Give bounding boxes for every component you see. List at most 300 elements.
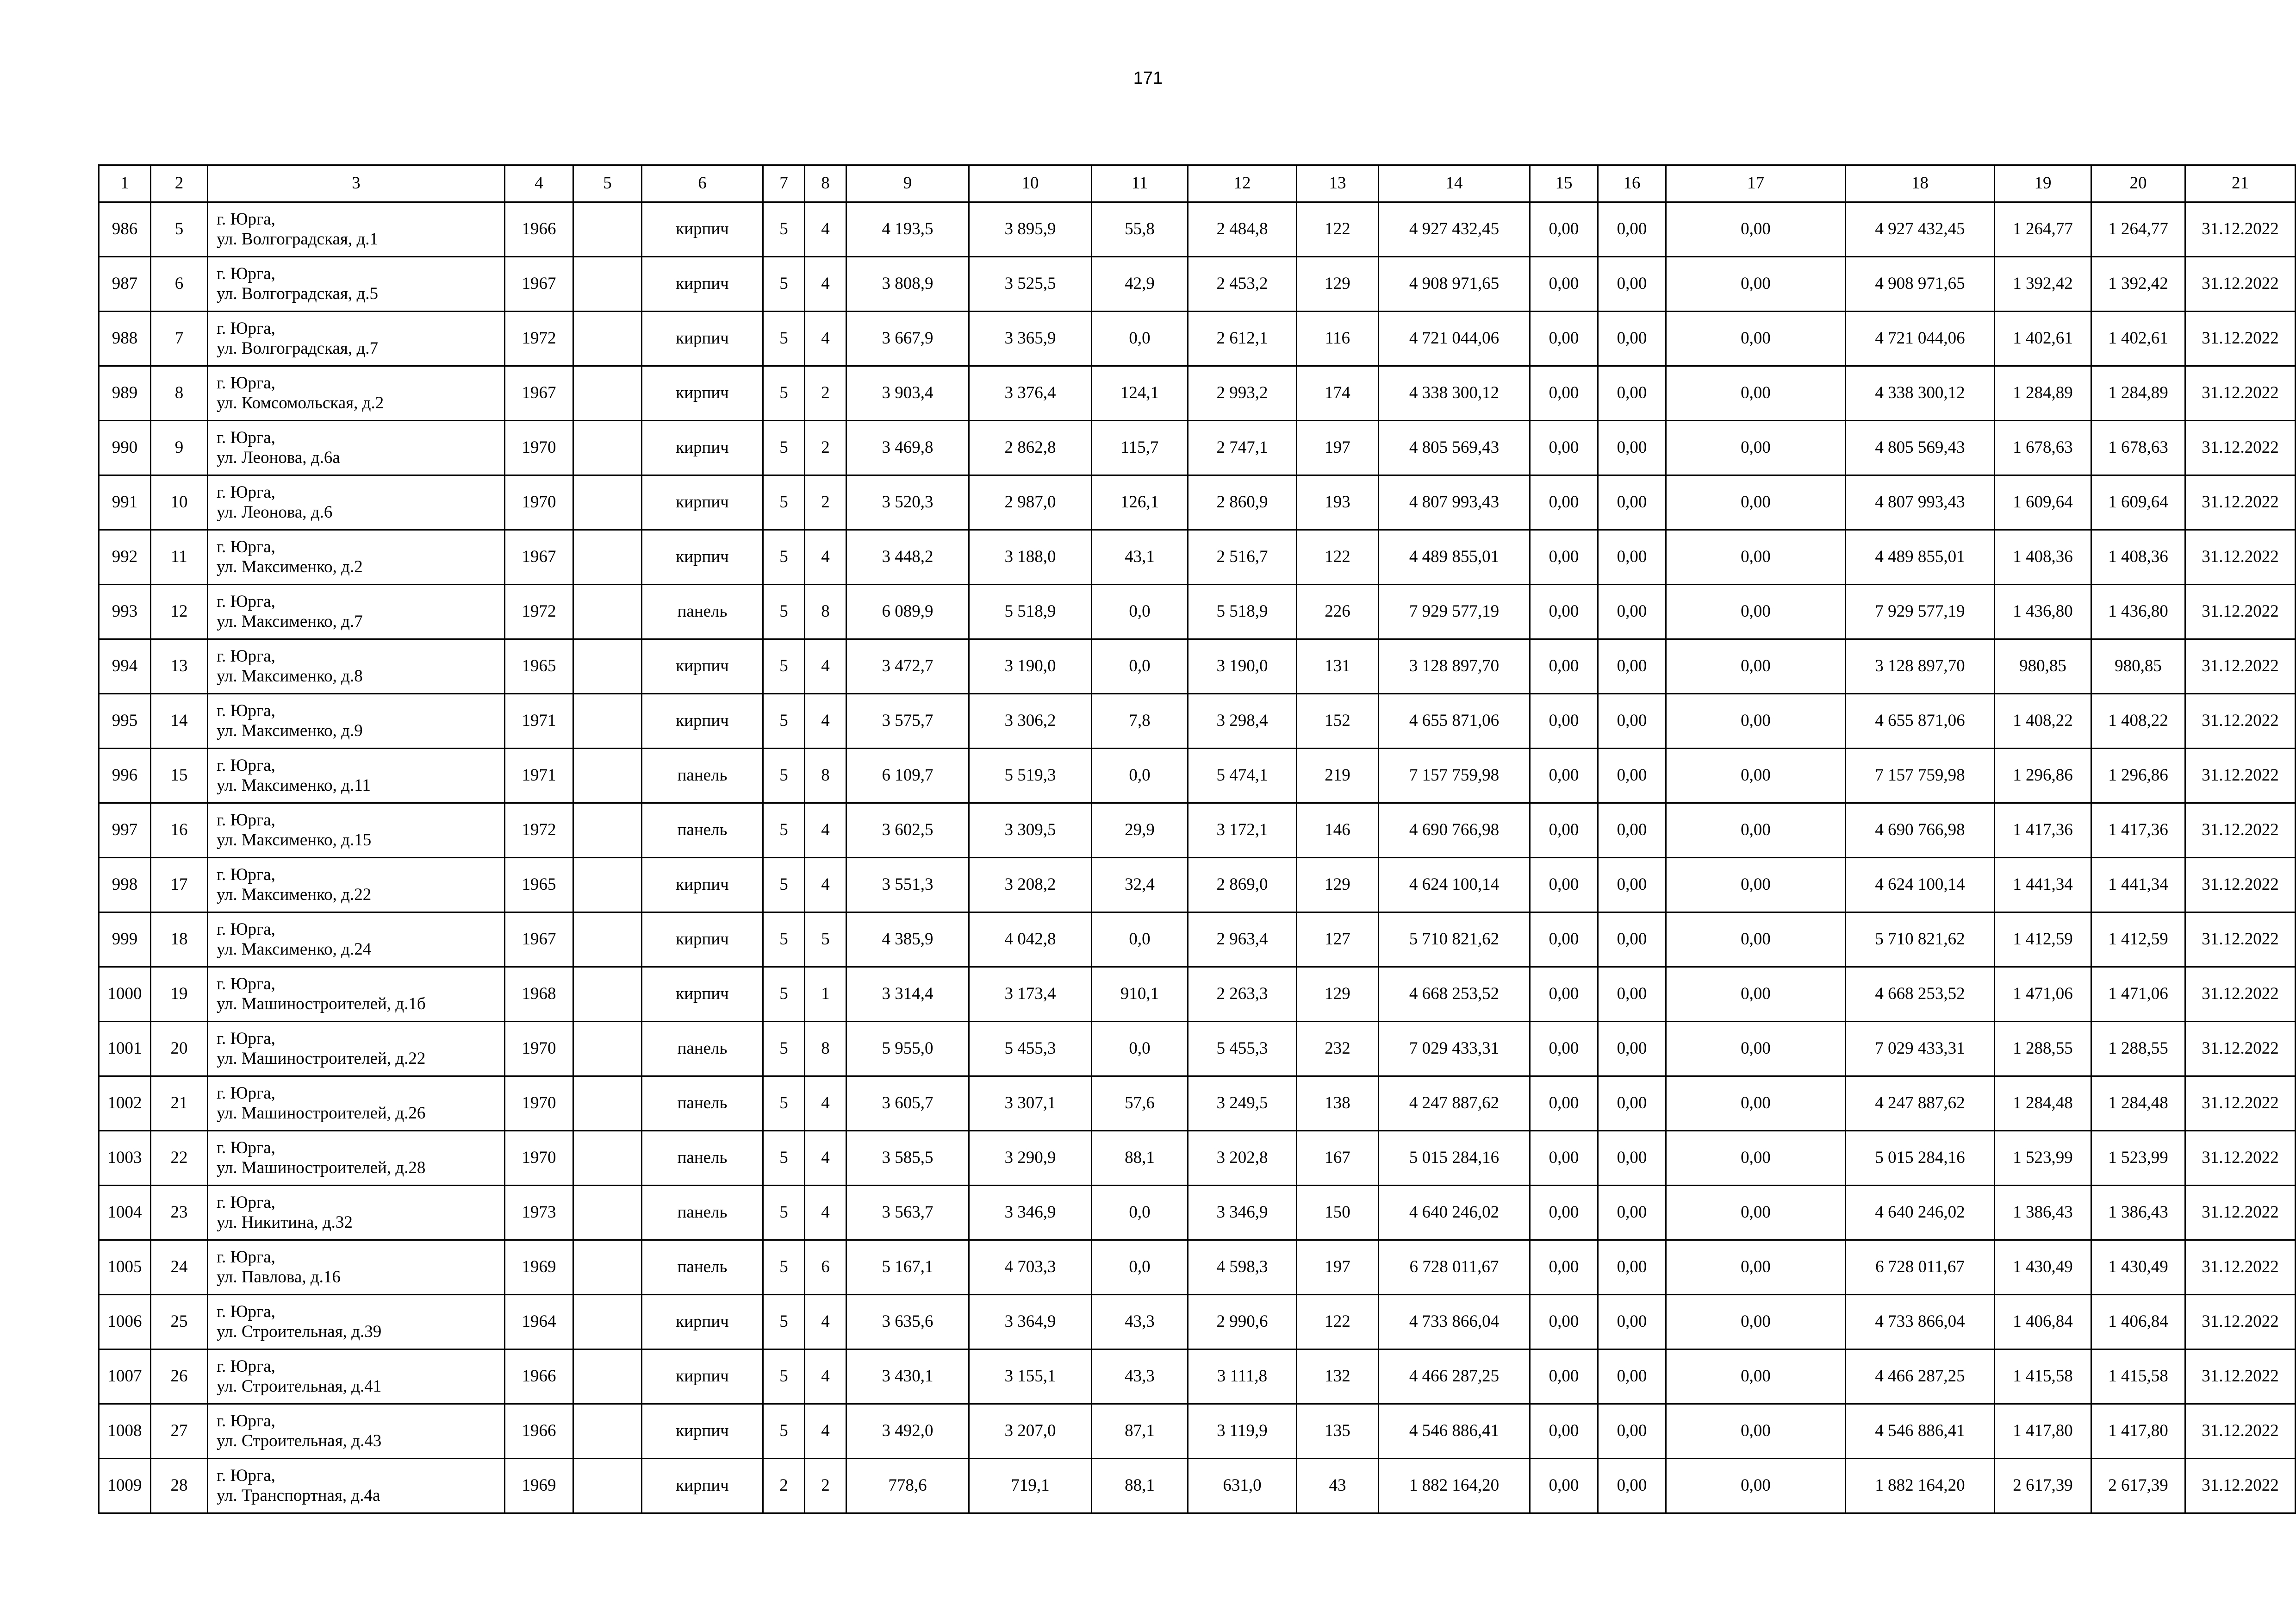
address-street: ул. Максименко, д.22 [217, 885, 372, 904]
cell-cost-owners-funds: 4 908 971,65 [1846, 257, 1995, 312]
column-header: 19 [1995, 165, 2091, 202]
cell-max-cost: 1 288,55 [2091, 1022, 2185, 1076]
cell-total-cost: 4 466 287,25 [1379, 1349, 1530, 1404]
cell-total-area: 4 385,9 [846, 912, 969, 967]
cell-common-area: 3 190,0 [1188, 639, 1297, 694]
address-street: ул. Никитина, д.32 [217, 1212, 353, 1232]
cell-cost-owners-funds: 4 721 044,06 [1846, 312, 1995, 366]
cell-col-16: 0,00 [1598, 530, 1666, 585]
cell-completion-date: 31.12.2022 [2185, 366, 2296, 421]
cell-year-built: 1970 [505, 421, 573, 475]
cell-specific-cost: 1 678,63 [1995, 421, 2091, 475]
cell-residential-area: 3 188,0 [969, 530, 1092, 585]
cell-total-cost: 4 927 432,45 [1379, 202, 1530, 257]
cell-total-area: 3 635,6 [846, 1295, 969, 1349]
cell-col-15: 0,00 [1530, 803, 1598, 858]
address-street: ул. Максименко, д.11 [217, 775, 371, 795]
table-row [99, 1295, 2296, 1349]
cell-col-5 [573, 803, 642, 858]
cell-address [208, 1076, 505, 1131]
cell-col-16: 0,00 [1598, 585, 1666, 639]
cell-max-cost: 1 406,84 [2091, 1295, 2185, 1349]
cell-total-cost: 4 807 993,43 [1379, 475, 1530, 530]
cell-col-5 [573, 749, 642, 803]
cell-item-number: 16 [151, 803, 208, 858]
cell-col-16: 0,00 [1598, 749, 1666, 803]
cell-specific-cost: 1 392,42 [1995, 257, 2091, 312]
cell-total-cost: 4 733 866,04 [1379, 1295, 1530, 1349]
cell-cost-owners-funds: 4 247 887,62 [1846, 1076, 1995, 1131]
cell-floors: 5 [763, 858, 805, 912]
cell-max-cost: 1 430,49 [2091, 1240, 2185, 1295]
cell-total-cost: 7 029 433,31 [1379, 1022, 1530, 1076]
column-header: 6 [642, 165, 763, 202]
cell-residents: 193 [1297, 475, 1379, 530]
cell-total-cost: 4 805 569,43 [1379, 421, 1530, 475]
cell-residential-area: 3 190,0 [969, 639, 1092, 694]
address-city: г. Юрга, [217, 428, 275, 447]
cell-specific-cost: 1 386,43 [1995, 1186, 2091, 1240]
address-city: г. Юрга, [217, 592, 275, 611]
cell-floors: 5 [763, 475, 805, 530]
cell-total-area: 3 448,2 [846, 530, 969, 585]
address-city: г. Юрга, [217, 1029, 275, 1048]
cell-wall-material: панель [642, 749, 763, 803]
cell-col-15: 0,00 [1530, 421, 1598, 475]
cell-common-area: 3 249,5 [1188, 1076, 1297, 1131]
cell-year-built: 1968 [505, 967, 573, 1022]
cell-row-number: 991 [99, 475, 151, 530]
cell-cost-owners-funds: 6 728 011,67 [1846, 1240, 1995, 1295]
cell-specific-cost: 1 296,86 [1995, 749, 2091, 803]
address-street: ул. Максименко, д.9 [217, 721, 363, 740]
cell-year-built: 1967 [505, 257, 573, 312]
cell-cost-owners-funds: 5 015 284,16 [1846, 1131, 1995, 1186]
cell-col-15: 0,00 [1530, 1240, 1598, 1295]
cell-total-area: 4 193,5 [846, 202, 969, 257]
cell-residential-area: 5 455,3 [969, 1022, 1092, 1076]
cell-col-17: 0,00 [1666, 475, 1846, 530]
page-number: 171 [1133, 69, 1163, 88]
cell-year-built: 1966 [505, 1404, 573, 1459]
cell-floors: 5 [763, 1295, 805, 1349]
cell-col-15: 0,00 [1530, 694, 1598, 749]
cell-wall-material: панель [642, 803, 763, 858]
column-header: 15 [1530, 165, 1598, 202]
cell-completion-date: 31.12.2022 [2185, 1076, 2296, 1131]
cell-wall-material: кирпич [642, 639, 763, 694]
cell-col-15: 0,00 [1530, 1404, 1598, 1459]
table-row [99, 694, 2296, 749]
address-city: г. Юрга, [217, 1411, 275, 1430]
cell-residents: 122 [1297, 202, 1379, 257]
cell-col-16: 0,00 [1598, 312, 1666, 366]
cell-year-built: 1970 [505, 1022, 573, 1076]
cell-common-area: 2 612,1 [1188, 312, 1297, 366]
table-row [99, 967, 2296, 1022]
cell-col-17: 0,00 [1666, 967, 1846, 1022]
cell-floors: 5 [763, 1076, 805, 1131]
cell-row-number: 999 [99, 912, 151, 967]
cell-non-residential-area: 0,0 [1092, 1240, 1188, 1295]
cell-residential-area: 3 207,0 [969, 1404, 1092, 1459]
column-header: 4 [505, 165, 573, 202]
cell-col-16: 0,00 [1598, 1459, 1666, 1513]
cell-row-number: 1001 [99, 1022, 151, 1076]
cell-address [208, 803, 505, 858]
cell-wall-material: кирпич [642, 421, 763, 475]
cell-floors: 5 [763, 1186, 805, 1240]
cell-entrances: 4 [805, 694, 846, 749]
address-street: ул. Машиностроителей, д.26 [217, 1103, 426, 1123]
cell-specific-cost: 1 417,80 [1995, 1404, 2091, 1459]
cell-col-15: 0,00 [1530, 639, 1598, 694]
cell-col-15: 0,00 [1530, 749, 1598, 803]
cell-wall-material: кирпич [642, 257, 763, 312]
table-row [99, 803, 2296, 858]
cell-entrances: 4 [805, 530, 846, 585]
cell-residents: 132 [1297, 1349, 1379, 1404]
cell-total-area: 3 563,7 [846, 1186, 969, 1240]
cell-col-15: 0,00 [1530, 257, 1598, 312]
cell-residential-area: 4 703,3 [969, 1240, 1092, 1295]
cell-item-number: 12 [151, 585, 208, 639]
cell-year-built: 1973 [505, 1186, 573, 1240]
cell-floors: 5 [763, 1349, 805, 1404]
cell-specific-cost: 1 523,99 [1995, 1131, 2091, 1186]
cell-col-16: 0,00 [1598, 1022, 1666, 1076]
cell-total-cost: 4 721 044,06 [1379, 312, 1530, 366]
cell-col-5 [573, 1186, 642, 1240]
cell-wall-material: кирпич [642, 202, 763, 257]
cell-residents: 226 [1297, 585, 1379, 639]
cell-total-area: 3 551,3 [846, 858, 969, 912]
cell-residential-area: 3 173,4 [969, 967, 1092, 1022]
cell-year-built: 1972 [505, 585, 573, 639]
cell-non-residential-area: 0,0 [1092, 312, 1188, 366]
cell-col-15: 0,00 [1530, 585, 1598, 639]
cell-residents: 122 [1297, 1295, 1379, 1349]
cell-col-16: 0,00 [1598, 858, 1666, 912]
cell-common-area: 631,0 [1188, 1459, 1297, 1513]
cell-address [208, 749, 505, 803]
cell-entrances: 4 [805, 858, 846, 912]
column-header: 14 [1379, 165, 1530, 202]
cell-floors: 5 [763, 694, 805, 749]
cell-non-residential-area: 126,1 [1092, 475, 1188, 530]
cell-col-16: 0,00 [1598, 1240, 1666, 1295]
cell-col-5 [573, 530, 642, 585]
cell-entrances: 4 [805, 1076, 846, 1131]
cell-cost-owners-funds: 3 128 897,70 [1846, 639, 1995, 694]
cell-cost-owners-funds: 7 929 577,19 [1846, 585, 1995, 639]
cell-residential-area: 2 987,0 [969, 475, 1092, 530]
cell-floors: 5 [763, 1022, 805, 1076]
cell-total-area: 3 492,0 [846, 1404, 969, 1459]
table-row [99, 1022, 2296, 1076]
cell-floors: 5 [763, 1240, 805, 1295]
cell-specific-cost: 1 436,80 [1995, 585, 2091, 639]
cell-col-17: 0,00 [1666, 858, 1846, 912]
address-city: г. Юрга, [217, 537, 275, 556]
cell-non-residential-area: 43,1 [1092, 530, 1188, 585]
cell-col-16: 0,00 [1598, 1186, 1666, 1240]
cell-total-cost: 7 157 759,98 [1379, 749, 1530, 803]
table-row [99, 1131, 2296, 1186]
cell-col-17: 0,00 [1666, 912, 1846, 967]
cell-address [208, 585, 505, 639]
cell-residents: 197 [1297, 421, 1379, 475]
cell-year-built: 1969 [505, 1459, 573, 1513]
cell-row-number: 987 [99, 257, 151, 312]
cell-common-area: 3 202,8 [1188, 1131, 1297, 1186]
cell-wall-material: кирпич [642, 1295, 763, 1349]
cell-completion-date: 31.12.2022 [2185, 202, 2296, 257]
cell-item-number: 28 [151, 1459, 208, 1513]
cell-residential-area: 3 309,5 [969, 803, 1092, 858]
address-street: ул. Машиностроителей, д.1б [217, 994, 426, 1013]
cell-completion-date: 31.12.2022 [2185, 421, 2296, 475]
column-header: 2 [151, 165, 208, 202]
cell-col-5 [573, 1459, 642, 1513]
address-street: ул. Строительная, д.39 [217, 1322, 382, 1341]
address-street: ул. Машиностроителей, д.22 [217, 1049, 426, 1068]
cell-common-area: 5 518,9 [1188, 585, 1297, 639]
cell-max-cost: 1 386,43 [2091, 1186, 2185, 1240]
cell-completion-date: 31.12.2022 [2185, 639, 2296, 694]
cell-col-15: 0,00 [1530, 1022, 1598, 1076]
cell-col-15: 0,00 [1530, 475, 1598, 530]
cell-row-number: 1005 [99, 1240, 151, 1295]
cell-year-built: 1970 [505, 475, 573, 530]
cell-max-cost: 1 471,06 [2091, 967, 2185, 1022]
cell-residents: 43 [1297, 1459, 1379, 1513]
cell-address [208, 312, 505, 366]
cell-total-cost: 4 338 300,12 [1379, 366, 1530, 421]
cell-total-area: 3 605,7 [846, 1076, 969, 1131]
cell-floors: 5 [763, 1404, 805, 1459]
cell-completion-date: 31.12.2022 [2185, 1186, 2296, 1240]
address-street: ул. Максименко, д.15 [217, 830, 372, 849]
cell-common-area: 4 598,3 [1188, 1240, 1297, 1295]
cell-address [208, 912, 505, 967]
table-row [99, 1240, 2296, 1295]
cell-residents: 135 [1297, 1404, 1379, 1459]
cell-year-built: 1967 [505, 912, 573, 967]
cell-total-area: 3 667,9 [846, 312, 969, 366]
cell-col-16: 0,00 [1598, 1404, 1666, 1459]
cell-wall-material: кирпич [642, 1404, 763, 1459]
cell-floors: 5 [763, 530, 805, 585]
cell-entrances: 4 [805, 1186, 846, 1240]
cell-col-16: 0,00 [1598, 475, 1666, 530]
cell-non-residential-area: 0,0 [1092, 1186, 1188, 1240]
cell-cost-owners-funds: 4 624 100,14 [1846, 858, 1995, 912]
cell-specific-cost: 1 284,48 [1995, 1076, 2091, 1131]
cell-col-17: 0,00 [1666, 1131, 1846, 1186]
cell-residents: 129 [1297, 858, 1379, 912]
table-row [99, 1349, 2296, 1404]
cell-col-15: 0,00 [1530, 967, 1598, 1022]
cell-year-built: 1966 [505, 1349, 573, 1404]
cell-wall-material: кирпич [642, 366, 763, 421]
cell-floors: 5 [763, 312, 805, 366]
cell-specific-cost: 1 471,06 [1995, 967, 2091, 1022]
cell-address [208, 858, 505, 912]
address-street: ул. Максименко, д.8 [217, 666, 363, 686]
cell-row-number: 1006 [99, 1295, 151, 1349]
cell-row-number: 997 [99, 803, 151, 858]
cell-col-17: 0,00 [1666, 1459, 1846, 1513]
cell-col-17: 0,00 [1666, 1186, 1846, 1240]
cell-col-16: 0,00 [1598, 1349, 1666, 1404]
cell-year-built: 1965 [505, 639, 573, 694]
cell-non-residential-area: 0,0 [1092, 912, 1188, 967]
cell-address [208, 1022, 505, 1076]
cell-address [208, 967, 505, 1022]
cell-non-residential-area: 55,8 [1092, 202, 1188, 257]
column-header: 8 [805, 165, 846, 202]
cell-total-area: 3 472,7 [846, 639, 969, 694]
cell-col-17: 0,00 [1666, 585, 1846, 639]
cell-residents: 129 [1297, 967, 1379, 1022]
cell-year-built: 1967 [505, 530, 573, 585]
table-row [99, 585, 2296, 639]
cell-floors: 5 [763, 585, 805, 639]
cell-col-16: 0,00 [1598, 803, 1666, 858]
cell-col-15: 0,00 [1530, 912, 1598, 967]
cell-completion-date: 31.12.2022 [2185, 530, 2296, 585]
cell-max-cost: 1 264,77 [2091, 202, 2185, 257]
column-header: 21 [2185, 165, 2296, 202]
cell-col-5 [573, 639, 642, 694]
cell-residential-area: 3 307,1 [969, 1076, 1092, 1131]
column-header: 1 [99, 165, 151, 202]
cell-col-5 [573, 1022, 642, 1076]
address-city: г. Юрга, [217, 701, 275, 720]
cell-row-number: 992 [99, 530, 151, 585]
table-row [99, 1076, 2296, 1131]
cell-row-number: 1009 [99, 1459, 151, 1513]
cell-entrances: 4 [805, 1131, 846, 1186]
cell-address [208, 1349, 505, 1404]
cell-non-residential-area: 88,1 [1092, 1131, 1188, 1186]
cell-col-15: 0,00 [1530, 1076, 1598, 1131]
cell-total-cost: 4 668 253,52 [1379, 967, 1530, 1022]
cell-col-16: 0,00 [1598, 202, 1666, 257]
cell-item-number: 24 [151, 1240, 208, 1295]
cell-year-built: 1967 [505, 366, 573, 421]
cell-non-residential-area: 42,9 [1092, 257, 1188, 312]
column-header: 9 [846, 165, 969, 202]
address-city: г. Юрга, [217, 1193, 275, 1212]
cell-max-cost: 1 436,80 [2091, 585, 2185, 639]
cell-row-number: 989 [99, 366, 151, 421]
cell-row-number: 1007 [99, 1349, 151, 1404]
cell-row-number: 986 [99, 202, 151, 257]
cell-col-16: 0,00 [1598, 366, 1666, 421]
cell-residential-area: 3 364,9 [969, 1295, 1092, 1349]
cell-total-cost: 4 624 100,14 [1379, 858, 1530, 912]
cell-entrances: 4 [805, 1295, 846, 1349]
cell-total-cost: 1 882 164,20 [1379, 1459, 1530, 1513]
cell-floors: 5 [763, 639, 805, 694]
cell-cost-owners-funds: 4 733 866,04 [1846, 1295, 1995, 1349]
address-city: г. Юрга, [217, 1302, 275, 1321]
cell-residential-area: 3 306,2 [969, 694, 1092, 749]
address-city: г. Юрга, [217, 865, 275, 884]
cell-entrances: 4 [805, 639, 846, 694]
cell-non-residential-area: 7,8 [1092, 694, 1188, 749]
cell-total-area: 3 575,7 [846, 694, 969, 749]
cell-item-number: 22 [151, 1131, 208, 1186]
cell-entrances: 8 [805, 585, 846, 639]
cell-item-number: 8 [151, 366, 208, 421]
cell-total-area: 3 903,4 [846, 366, 969, 421]
cell-floors: 5 [763, 749, 805, 803]
cell-entrances: 8 [805, 1022, 846, 1076]
cell-item-number: 15 [151, 749, 208, 803]
table-row [99, 639, 2296, 694]
cell-common-area: 3 298,4 [1188, 694, 1297, 749]
cell-non-residential-area: 115,7 [1092, 421, 1188, 475]
cell-col-17: 0,00 [1666, 1076, 1846, 1131]
cell-col-17: 0,00 [1666, 749, 1846, 803]
cell-entrances: 2 [805, 1459, 846, 1513]
cell-common-area: 3 119,9 [1188, 1404, 1297, 1459]
column-header: 10 [969, 165, 1092, 202]
cell-wall-material: панель [642, 1186, 763, 1240]
cell-entrances: 2 [805, 421, 846, 475]
address-street: ул. Павлова, д.16 [217, 1267, 341, 1287]
cell-completion-date: 31.12.2022 [2185, 967, 2296, 1022]
cell-non-residential-area: 88,1 [1092, 1459, 1188, 1513]
cell-address [208, 1131, 505, 1186]
cell-col-5 [573, 202, 642, 257]
cell-specific-cost: 1 408,36 [1995, 530, 2091, 585]
cell-wall-material: кирпич [642, 530, 763, 585]
cell-specific-cost: 2 617,39 [1995, 1459, 2091, 1513]
table-row [99, 530, 2296, 585]
cell-max-cost: 1 417,80 [2091, 1404, 2185, 1459]
cell-common-area: 2 990,6 [1188, 1295, 1297, 1349]
address-street: ул. Волгоградская, д.7 [217, 338, 379, 358]
cell-non-residential-area: 32,4 [1092, 858, 1188, 912]
cell-total-area: 5 167,1 [846, 1240, 969, 1295]
cell-item-number: 14 [151, 694, 208, 749]
cell-item-number: 13 [151, 639, 208, 694]
cell-specific-cost: 1 288,55 [1995, 1022, 2091, 1076]
cell-col-15: 0,00 [1530, 366, 1598, 421]
table-row [99, 1186, 2296, 1240]
cell-residents: 167 [1297, 1131, 1379, 1186]
cell-col-5 [573, 312, 642, 366]
cell-residential-area: 3 346,9 [969, 1186, 1092, 1240]
cell-col-16: 0,00 [1598, 694, 1666, 749]
cell-residents: 197 [1297, 1240, 1379, 1295]
cell-wall-material: кирпич [642, 1349, 763, 1404]
cell-total-area: 3 602,5 [846, 803, 969, 858]
cell-item-number: 25 [151, 1295, 208, 1349]
cell-residents: 122 [1297, 530, 1379, 585]
cell-specific-cost: 1 417,36 [1995, 803, 2091, 858]
cell-address [208, 1404, 505, 1459]
cell-year-built: 1969 [505, 1240, 573, 1295]
cell-col-15: 0,00 [1530, 858, 1598, 912]
cell-col-15: 0,00 [1530, 312, 1598, 366]
cell-year-built: 1971 [505, 749, 573, 803]
cell-cost-owners-funds: 4 690 766,98 [1846, 803, 1995, 858]
